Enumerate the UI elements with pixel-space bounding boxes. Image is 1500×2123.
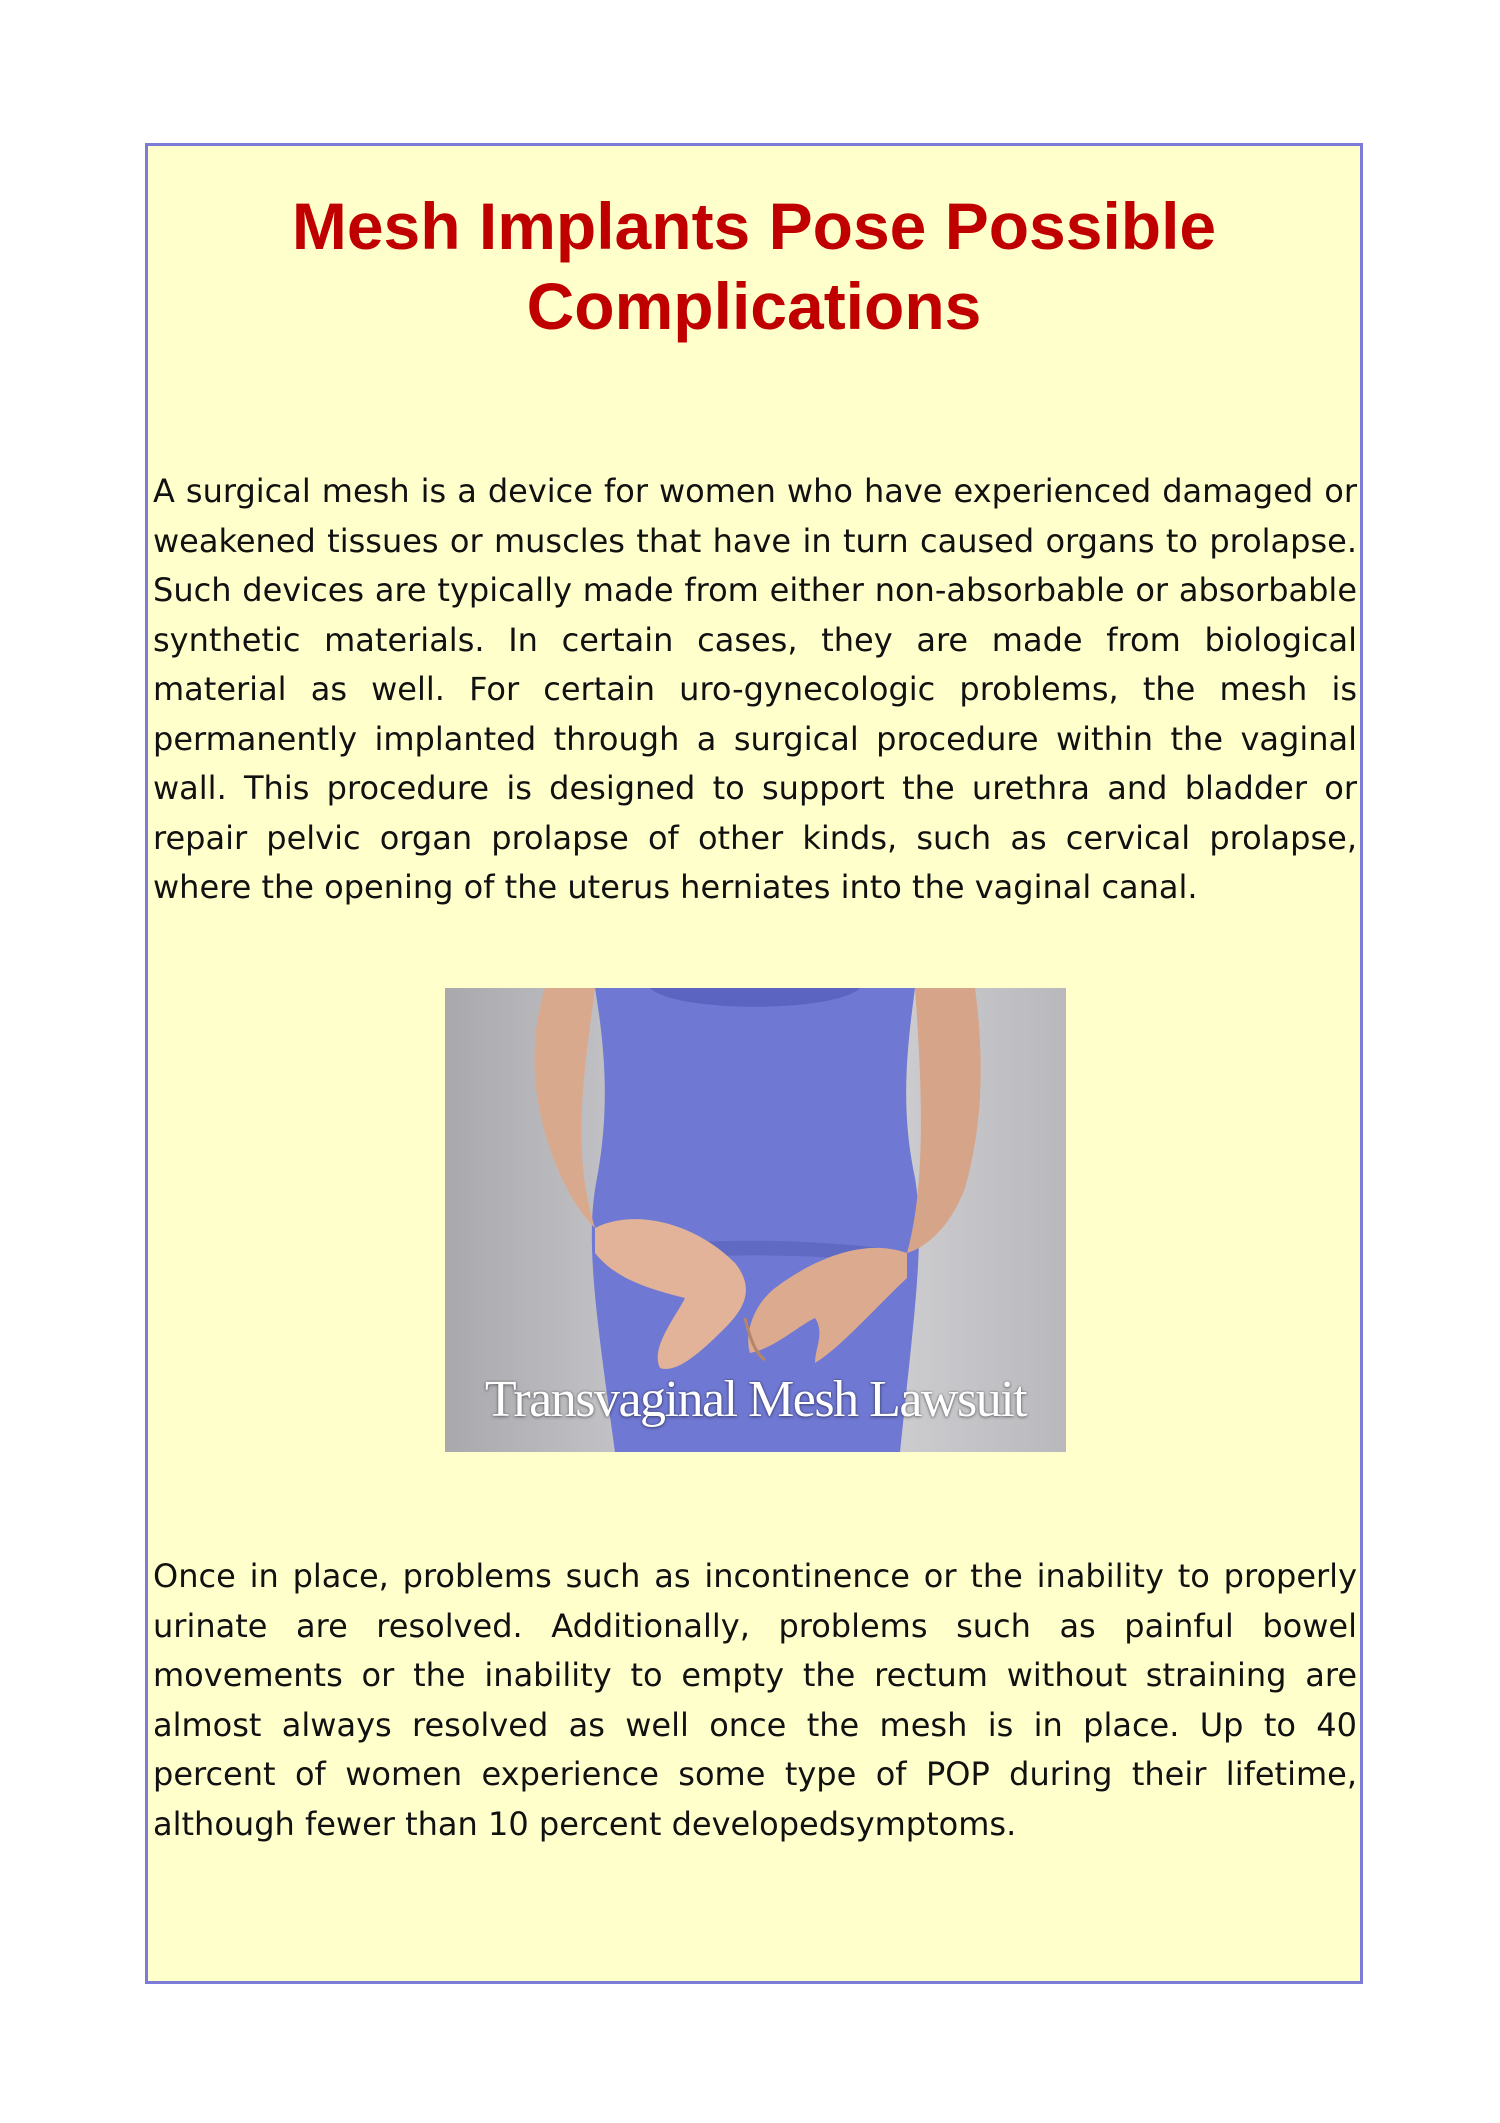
paragraph-outcomes: Once in place, problems such as incontinence or the inability to properly urinate are resolved. Additionally, problems such as painful bowel movements or the inability to empty the rectum without straining are almost always resolved as well once the mesh is in place. Up to 40 percent of women experience some type of POP during their lifetime, although fewer than 10 percent developedsymptoms.: [153, 1557, 1357, 1843]
document-title: Mesh Implants Pose Possible Complications: [291, 189, 1217, 343]
article-photo: [445, 988, 1066, 1452]
photo-caption: Transvaginal Mesh Lawsuit: [484, 1371, 1027, 1428]
content-panel: [145, 143, 1363, 1984]
paragraph-intro: A surgical mesh is a device for women who have experienced damaged or weakened tissues or muscles that have in turn caused organs to prolapse. Such devices are typically made from either non-absorbable or absorbable synthetic materials. In certain cases, they are made from biological material as well. For certain uro-gynecologic problems, the mesh is permanently implanted through a surgical procedure within the vaginal wall. This procedure is designed to support the urethra and bladder or repair pelvic organ prolapse of other kinds, such as cervical prolapse, where the opening of the uterus herniates into the vaginal canal.: [153, 472, 1357, 906]
